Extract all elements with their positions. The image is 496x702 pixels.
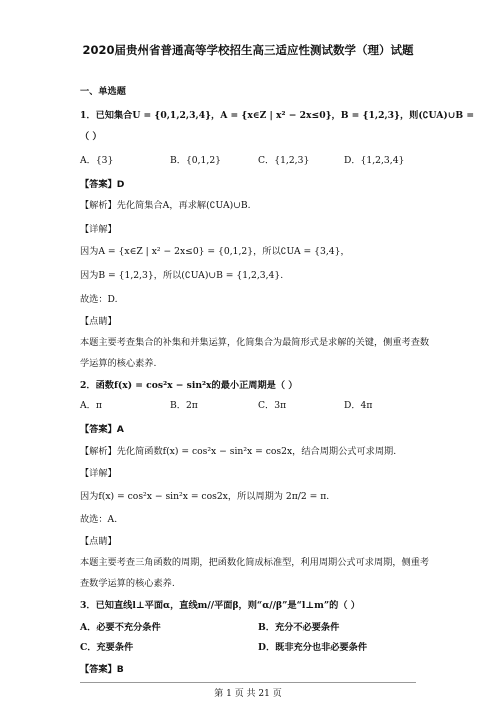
q1-option-d: D．{1,2,3,4} (344, 155, 405, 166)
q2-stem: 2．函数f(x) = cos²x − sin²x的最小正周期是（ ） (80, 380, 298, 391)
q3-stem: 3．已知直线l⊥平面α，直线m//平面β，则“α//β”是“l⊥m”的（ ） (80, 600, 360, 611)
q2-conclusion: 故选：A. (80, 514, 118, 525)
section-heading: 一、单选题 (80, 86, 126, 97)
q1-detail-2: 因为B = {1,2,3}，所以(∁UA)∪B = {1,2,3,4}. (80, 270, 284, 281)
q2-comment-2: 查数学运算的核心素养. (80, 578, 175, 589)
q1-comment-2: 学运算的核心素养. (80, 358, 157, 369)
q2-comment-1: 本题主要考查三角函数的周期，把函数化简成标准型，利用周期公式可求周期，侧重考 (80, 557, 430, 568)
q1-answer: 【答案】D (80, 179, 125, 190)
page-title: 2020届贵州省普通高等学校招生高三适应性测试数学（理）试题 (82, 43, 414, 57)
q1-option-c: C．{1,2,3} (258, 155, 310, 166)
q1-option-b: B．{0,1,2} (170, 155, 222, 166)
q1-conclusion: 故选：D. (80, 294, 118, 305)
q2-option-c: C．3π (258, 400, 287, 411)
q1-paren: （ ） (80, 131, 102, 142)
q1-comment-label: 【点睛】 (80, 316, 117, 327)
q1-comment-1: 本题主要考查集合的补集和并集运算，化简集合为最简形式是求解的关键，侧重考查数 (80, 337, 430, 348)
page-footer: 第 1 页 共 21 页 (214, 689, 282, 699)
q1-stem: 1．已知集合U = {0,1,2,3,4}，A = {x∈Z | x² − 2x≤0}，B = {1,2,3}，则(∁UA)∪B = (80, 110, 475, 121)
q3-option-a: A．必要不充分条件 (80, 622, 161, 633)
footer-divider (80, 682, 416, 683)
q2-comment-label: 【点睛】 (80, 536, 117, 547)
q2-analysis: 【解析】先化简函数f(x) = cos²x − sin²x = cos2x，结合周期公式可求周期. (80, 446, 397, 457)
q1-option-a: A．{3} (80, 155, 114, 166)
q1-detail-label: 【详解】 (80, 224, 117, 235)
q2-detail-1: 因为f(x) = cos²x − sin²x = cos2x，所以周期为 2π/2 = π. (80, 491, 330, 502)
q2-option-b: B．2π (170, 400, 198, 411)
q2-option-a: A．π (80, 400, 102, 411)
q3-answer: 【答案】B (80, 664, 124, 675)
q2-option-d: D．4π (344, 400, 373, 411)
q3-option-d: D．既非充分也非必要条件 (258, 642, 368, 653)
q1-analysis: 【解析】先化简集合A，再求解(∁UA)∪B. (80, 200, 251, 211)
q2-answer: 【答案】A (80, 424, 124, 435)
q2-detail-label: 【详解】 (80, 468, 117, 479)
q3-option-b: B．充分不必要条件 (258, 622, 340, 633)
q3-option-c: C．充要条件 (80, 642, 134, 653)
q1-detail-1: 因为A = {x∈Z | x² − 2x≤0} = {0,1,2}，所以∁UA = {3,4}， (80, 246, 350, 257)
